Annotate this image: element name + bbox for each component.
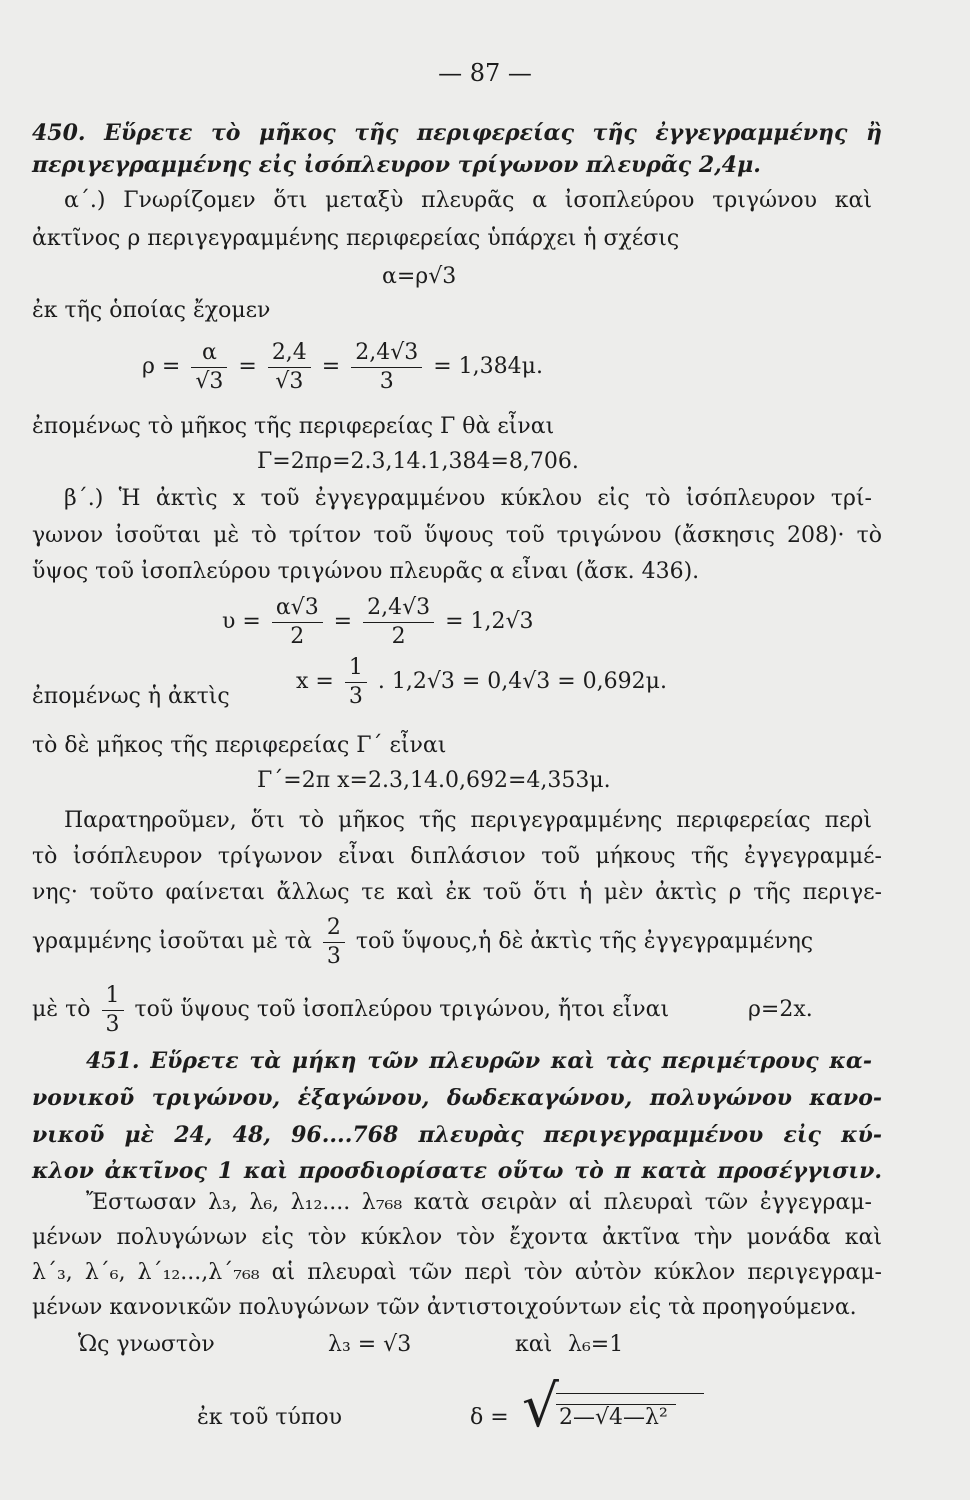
page-number: — 87 —	[438, 59, 532, 87]
fraction-2-4sqrt3-over-3: $\frac{2,4√3}{3}$	[351, 339, 422, 396]
remark-line-5: μὲ τὸ $\frac{1}{3}$ τοῦ ὕψους τοῦ ἰσοπλεύρου τριγώνου, ἤτοι εἶναι	[32, 982, 670, 1037]
part-b-line-5: τὸ δὲ μῆκος τῆς περιφερείας Γ΄ εἶναι	[32, 733, 447, 758]
remark-line-2: τὸ ἰσόπλευρον τρίγωνον εἶναι διπλάσιον τοῦ μήκους τῆς ἐγγεγραμμέ-	[32, 844, 882, 869]
equation-circumference-inner: Γ΄=2π x=2.3,14.0,692=4,353μ.	[257, 768, 611, 793]
fraction-a-over-sqrt3: $\frac{\alpha}{√3}$	[191, 339, 227, 396]
formula-label: ἐκ τοῦ τύπου	[197, 1405, 342, 1430]
exercise-451-title-line-3: νικοῦ μὲ 24, 48, 96....768 πλευρὰς περιγεγραμμένου εἰς κύ-	[32, 1122, 882, 1148]
exercise-451-title-line-1: 451. Εὕρετε τὰ μήκη τῶν πλευρῶν καὶ τὰς περιμέτρους κα-	[86, 1048, 872, 1074]
formula-lhs: δ =	[470, 1405, 509, 1430]
exercise-451-body-line-3: λ΄₃, λ΄₆, λ΄₁₂...,λ΄₇₆₈ αἱ πλευραὶ τῶν περὶ τὸν αὐτὸν κύκλον περιγεγραμ-	[32, 1260, 882, 1285]
exercise-450-title-line-1: 450. Εὕρετε τὸ μῆκος τῆς περιφερείας τῆς ἐγγεγραμμένης ἢ	[32, 120, 882, 146]
part-a-line-1: α΄.) Γνωρίζομεν ὅτι μεταξὺ πλευρᾶς α ἰσοπλεύρου τριγώνου καὶ	[64, 188, 872, 213]
exercise-451-body-line-1: Ἔστωσαν λ₃, λ₆, λ₁₂.... λ₇₆₈ κατὰ σειρὰν αἱ πλευραὶ τῶν ἐγγεγραμ-	[86, 1190, 872, 1215]
fraction-one-third-remark: $\frac{1}{3}$	[102, 982, 124, 1039]
fraction-2-4-over-sqrt3: $\frac{2,4}{√3}$	[268, 339, 311, 396]
exercise-450-number: 450.	[32, 120, 86, 146]
exercise-451-body-line-4: μένων κανονικῶν πολυγώνων τῶν ἀντιστοιχούντων εἰς τὰ προηγούμενα.	[32, 1295, 857, 1320]
fraction-one-third: $\frac{1}{3}$	[345, 654, 367, 711]
remark-equation-rho-2x: ρ=2x.	[748, 997, 813, 1022]
formula-vinculum	[556, 1393, 704, 1394]
part-b-line-1: β΄.) Ἡ ἀκτὶς x τοῦ ἐγγεγραμμένου κύκλου εἰς τὸ ἰσόπλευρον τρί-	[64, 486, 872, 511]
part-a-line-4: ἐπομένως τὸ μῆκος τῆς περιφερείας Γ θὰ εἶναι	[32, 414, 555, 439]
exercise-450-title-line-2: περιγεγραμμένης εἰς ἰσόπλευρον τρίγωνον πλευρᾶς 2,4μ.	[32, 152, 761, 178]
known-and: καὶ	[515, 1332, 553, 1357]
part-b-line-4-label: ἐπομένως ἡ ἀκτὶς	[32, 684, 230, 709]
equation-circumference-outer: Γ=2πρ=2.3,14.1,384=8,706.	[257, 449, 579, 474]
known-equation-lambda3: λ₃ = √3	[328, 1332, 412, 1357]
exercise-451-title-line-4: κλον ἀκτῖνος 1 καὶ προσδιορίσατε οὕτω τὸ π κατὰ προσέγγισιν.	[32, 1158, 882, 1184]
equation-inradius: x = $\frac{1}{3}$ . 1,2√3 = 0,4√3 = 0,692μ.	[296, 654, 667, 709]
fraction-a-sqrt3-over-2: $\frac{\alpha√3}{2}$	[272, 594, 323, 651]
remark-line-1: Παρατηροῦμεν, ὅτι τὸ μῆκος τῆς περιγεγραμμένης περιφερείας περὶ	[64, 808, 872, 833]
equation-a-eq-rho-sqrt3: α=ρ√3	[382, 264, 457, 289]
fraction-2-4sqrt3-over-2: $\frac{2,4√3}{2}$	[363, 594, 434, 651]
fraction-two-thirds: $\frac{2}{3}$	[323, 914, 345, 971]
remark-line-4: γραμμένης ἰσοῦται μὲ τὰ $\frac{2}{3}$ τοῦ ὕψους,ἡ δὲ ἀκτὶς τῆς ἐγγεγραμμένης	[32, 914, 814, 969]
formula-radicand: 2—√4—λ²	[556, 1403, 676, 1433]
known-label: Ὡς γνωστὸν	[78, 1332, 215, 1357]
part-a-line-2: ἀκτῖνος ρ περιγεγραμμένης περιφερείας ὑπάρχει ἡ σχέσις	[32, 226, 680, 251]
exercise-451-number: 451.	[86, 1048, 140, 1074]
known-equation-lambda6: λ₆=1	[568, 1332, 624, 1357]
part-b-line-2: γωνον ἰσοῦται μὲ τὸ τρίτον τοῦ ὕψους τοῦ τριγώνου (ἄσκησις 208)· τὸ	[32, 523, 882, 548]
part-a-line-3: ἐκ τῆς ὁποίας ἔχομεν	[32, 298, 271, 323]
equation-height: υ = $\frac{\alpha√3}{2}$ = $\frac{2,4√3}{2}$ = 1,2√3	[222, 594, 534, 649]
part-b-line-3: ὕψος τοῦ ἰσοπλεύρου τριγώνου πλευρᾶς α εἶναι (ἄσκ. 436).	[32, 559, 700, 584]
formula-sqrt-sign: √	[522, 1372, 559, 1440]
equation-rho: ρ = $\frac{\alpha}{√3}$ = $\frac{2,4}{√3}$ = $\frac{2,4√3}{3}$ = 1,384μ.	[142, 339, 543, 394]
exercise-451-title-line-2: νονικοῦ τριγώνου, ἑξαγώνου, δωδεκαγώνου, πολυγώνου κανο-	[32, 1085, 882, 1111]
remark-line-3: νης· τοῦτο φαίνεται ἄλλως τε καὶ ἐκ τοῦ ὅτι ἡ μὲν ἀκτὶς ρ τῆς περιγε-	[32, 880, 882, 905]
exercise-451-body-line-2: μένων πολυγώνων εἰς τὸν κύκλον τὸν ἔχοντα ἀκτῖνα τὴν μονάδα καὶ	[32, 1225, 882, 1250]
